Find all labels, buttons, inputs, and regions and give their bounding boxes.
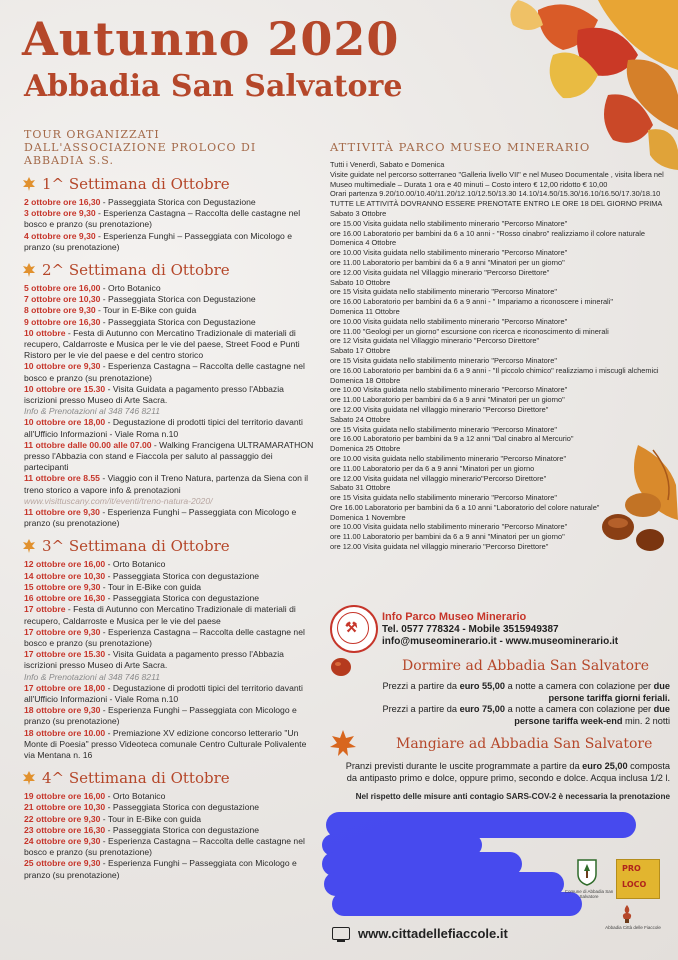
activity-line: ore 15 Visita guidata nello stabilimento minerario "Percorso Minatore" xyxy=(330,493,557,503)
event-link[interactable]: www.visittuscany.com/it/eventi/treno-natura-2020/ xyxy=(24,495,213,506)
activity-line: ore 12.00 Visita guidata nel villaggio minerario"Percorso Direttore" xyxy=(330,473,547,483)
event-date: 17 ottobre ore 18,00 xyxy=(24,682,106,693)
activity-line: ore 15 Visita guidata nello stabilimento minerario "Percorso Minatore" xyxy=(330,424,557,434)
event-date: 25 ottobre ore 9,30 xyxy=(24,858,101,869)
event-date: 9 ottobre ore 16,30 xyxy=(24,316,101,327)
chestnut-icon xyxy=(330,655,352,677)
event-text: - Passeggiata Storica con degustazione xyxy=(105,593,260,604)
event-text: - Tour in E-Bike con guida xyxy=(100,813,202,824)
week-heading xyxy=(22,537,318,555)
event-text: - Tour in E-Bike con guida xyxy=(95,305,197,316)
activity-line: ore 15 Visita guidata nello stabilimento minerario "Percorso Minatore" xyxy=(330,355,557,365)
activity-line: Ore 16.00 Laboratorio per bambini da 6 a 10 anni "Laboratorio del colore naturale" xyxy=(330,502,600,512)
event-item xyxy=(24,328,318,362)
comune-label: Comune di Abbadia San Salvatore xyxy=(564,889,614,899)
activity-day: Sabato 24 Ottobre xyxy=(330,414,391,424)
event-text: - Esperienza Funghi – Passeggiata con Micologo e pranzo (su prenotazione) xyxy=(24,858,297,880)
event-item xyxy=(24,825,318,836)
event-note: Info & Prenotazioni al 348 746 8211 xyxy=(24,406,161,417)
activity-line: ore 11.00 Laboratorio per bambini da 6 a 9 anni "Minatori per un giorno" xyxy=(330,395,565,405)
proloco-text: LOCO xyxy=(622,880,647,889)
activity-line: ore 10.00 Visita guidata nello stabilimento minerario "Percorso Minatore" xyxy=(330,316,568,326)
tour-column xyxy=(18,128,318,881)
event-text: - Passeggiata Storica con degustazione xyxy=(105,824,260,835)
event-item xyxy=(24,836,318,858)
covid-notice: Nel rispetto delle misure anti contagio SARS-COV-2 è necessaria la prenotazione xyxy=(355,792,670,801)
event-text: - Degustazione di prodotti tipici del territorio davanti all'Ufficio Informazioni - Viale Roma n.10 xyxy=(24,682,303,704)
event-text: - Festa di Autunno con Mercatino Tradizionale di materiali di recupero, Caldarroste e Musica per le vie del paese, Street Food e Punti Ristoro per le vie del paese e del centro storico xyxy=(24,327,300,361)
event-text: - Passeggiata Storica con Degustazione xyxy=(100,197,256,207)
event-text: - Tour in E-Bike con guida xyxy=(100,581,202,592)
week-title: 3^ Settimana di Ottobre xyxy=(42,537,230,556)
activity-day: Sabato 31 Ottobre xyxy=(330,483,391,493)
event-text: - Festa di Autunno con Mercatino Tradizionale di materiali di recupero, Caldarroste e Musica per le vie del paese xyxy=(24,604,296,626)
activity-day: Domenica 11 Ottobre xyxy=(330,306,400,316)
mangiare-text: da antipasto primo e dolce, oppure primo, secondo e dolce. Acqua inclusa 1/2 l. xyxy=(346,772,670,783)
leaf-icon xyxy=(22,263,36,277)
event-item xyxy=(24,593,318,604)
event-text: - Passeggiata Storica con Degustazione xyxy=(100,316,256,327)
event-item xyxy=(24,728,318,762)
fiaccole-label: Abbadia Città delle Fiaccole xyxy=(605,925,661,930)
event-item xyxy=(24,582,318,593)
activity-day: Domenica 18 Ottobre xyxy=(330,375,401,385)
activity-line: ore 16.00 Laboratorio per bambini da 6 a 10 anni - "Rosso cinabro" realizziamo il colore naturale xyxy=(330,228,646,238)
website-link[interactable] xyxy=(332,926,508,941)
activity-line: ore 16.00 Laboratorio per bambini da 6 a 9 anni - "Il piccolo chimico" realizziamo i miscugli alchemici xyxy=(330,365,659,375)
weeks-list xyxy=(18,175,318,881)
event-item xyxy=(24,802,318,813)
activity-day: Sabato 3 Ottobre xyxy=(330,208,387,218)
activity-day: Domenica 25 Ottobre xyxy=(330,444,401,454)
comune-crest-icon xyxy=(576,858,598,886)
event-date: 22 ottobre ore 9,30 xyxy=(24,813,101,824)
mangiare-text: Pranzi previsti durante le uscite programmate a partire da xyxy=(345,761,583,771)
week-section xyxy=(18,537,318,761)
week-title: 1^ Settimana di Ottobre xyxy=(42,175,230,193)
activity-line: ore 16.00 Laboratorio per bambini da 9 a 12 anni "Dal cinabro al Mercurio" xyxy=(330,434,574,444)
mangiare-text: composta xyxy=(627,761,670,771)
mangiare-heading: Mangiare ad Abbadia San Salvatore xyxy=(396,736,653,752)
event-text: - Esperienza Castagna – Raccolta delle castagne nel bosco e pranzo (su prenotazione) xyxy=(24,208,301,230)
leaf-icon xyxy=(22,539,36,553)
activity-line: ore 11.00 Laboratorio per bambini da 6 a 9 anni "Minatori per un giorno" xyxy=(330,257,565,267)
dormire-text: Prezzi a partire da xyxy=(382,704,460,715)
event-date: 24 ottobre ore 9,30 xyxy=(24,835,101,846)
event-text: - Esperienza Funghi – Passeggiata con Micologo e pranzo (su prenotazione) xyxy=(24,507,297,529)
maple-leaf-icon xyxy=(330,730,356,758)
sponsor-logos xyxy=(556,855,666,935)
event-item xyxy=(24,294,318,305)
event-text: - Orto Botanico xyxy=(105,791,166,802)
event-text: - Passeggiata Storica con degustazione xyxy=(105,570,260,581)
event-date: 19 ottobre ore 16,00 xyxy=(24,791,106,802)
activity-line: ore 10.00 Visita guidata nello stabilimento minerario "Percorso Minatore" xyxy=(330,522,568,532)
event-item xyxy=(24,384,318,418)
activity-line: ore 12 Visita guidata nel Villaggio minerario "Percorso Direttore" xyxy=(330,336,540,346)
activity-line: ore 10.00 Visita guidata nello stabilimento minerario "Percorso Minatore" xyxy=(330,248,568,258)
event-date: 23 ottobre ore 16,30 xyxy=(24,824,106,835)
event-item xyxy=(24,571,318,582)
week-section xyxy=(18,175,318,253)
tour-heading-line2: DALL'ASSOCIAZIONE PROLOCO DI ABBADIA S.S. xyxy=(24,141,257,167)
museo-heading: ATTIVITÀ PARCO MUSEO MINERARIO xyxy=(330,140,591,154)
event-text: - Orto Botanico xyxy=(105,559,166,570)
activity-day: Tutti i Venerdì, Sabato e Domenica xyxy=(330,160,445,169)
event-text: - Visita Guidata a pagamento presso l'Abbazia iscrizioni presso Museo di Arte Sacra. xyxy=(24,383,284,406)
event-text: - Premiazione XV edizione concorso letterario "Un Monte di Poesia" presso Videoteca comunale Centro Culturale Polivalente via Mentana n. 16 xyxy=(24,727,307,760)
dormire-price-weekday: euro 55,00 xyxy=(459,681,506,691)
event-item xyxy=(24,417,318,439)
event-item xyxy=(24,559,318,570)
event-text: - Visita Guidata a pagamento presso l'Abbazia iscrizioni presso Museo di Arte Sacra. xyxy=(24,649,284,671)
dormire-weekend-label: persone tariffa week-end xyxy=(514,715,623,726)
dormire-heading: Dormire ad Abbadia San Salvatore xyxy=(402,658,650,674)
event-note: Info & Prenotazioni al 348 746 8211 xyxy=(24,671,161,682)
week-title: 4^ Settimana di Ottobre xyxy=(42,769,230,788)
event-date: 5 ottobre ore 16,00 xyxy=(24,283,101,294)
activity-line: ore 12.00 Visita guidata nel villaggio minerario "Percorso Direttore" xyxy=(330,542,549,552)
activity-line: TUTTE LE ATTIVITÀ DOVRANNO ESSERE PRENOTATE ENTRO LE ORE 18 DEL GIORNO PRIMA xyxy=(330,199,663,209)
event-item xyxy=(24,649,318,683)
event-date: 10 ottobre ore 9,30 xyxy=(24,361,101,372)
activity-day: Sabato 10 Ottobre xyxy=(330,277,391,287)
event-text: - Viaggio con il Treno Natura, partenza da Siena con il treno storico a vapore info & prenotazioni xyxy=(24,473,309,495)
event-text: - Esperienza Funghi – Passeggiata con Micologo e pranzo (su prenotazione) xyxy=(24,230,292,252)
event-date: 18 ottobre ore 10.00 xyxy=(24,727,106,738)
week-heading xyxy=(22,261,318,279)
info-heading: Info Parco Museo Minerario xyxy=(382,611,527,623)
proloco-logo xyxy=(616,859,660,899)
event-text: - Walking Francigena ULTRAMARATHON presso l'Abbazia con stand e Fiaccola per saluto al passaggio dei partecipanti xyxy=(24,439,314,473)
event-date: 11 ottobre ore 8.55 xyxy=(24,473,100,484)
activity-line: ore 10.00 Visita guidata nello stabilimento minerario "Percorso Minatore" xyxy=(330,385,568,395)
info-contacts[interactable]: info@museominerario.it - www.museominerario.it xyxy=(382,636,619,647)
activity-line: ore 12.00 Visita guidata nel villaggio minerario "Percorso Direttore" xyxy=(330,404,549,414)
activity-line: ore 11.00 Laboratorio per da 6 a 9 anni "Minatori per un giorno xyxy=(330,463,535,473)
event-item xyxy=(24,283,318,294)
event-date: 17 ottobre ore 9,30 xyxy=(24,626,101,637)
event-date: 8 ottobre ore 9,30 xyxy=(24,305,96,316)
event-item xyxy=(24,604,318,626)
event-date: 4 ottobre ore 9,30 xyxy=(24,230,96,241)
event-date: 2 ottobre ore 16,30 xyxy=(24,197,101,207)
museo-seal-icon: ⚒ xyxy=(330,605,378,653)
week-heading xyxy=(22,769,318,787)
event-date: 7 ottobre ore 10,30 xyxy=(24,294,101,305)
event-item xyxy=(24,627,318,649)
event-date: 11 ottobre ore 9,30 xyxy=(24,507,100,518)
activity-line: ore 12.00 Visita guidata nel Villaggio minerario "Percorso Direttore" xyxy=(330,267,550,277)
activity-line: ore 15.00 Visita guidata nello stabilimento minerario "Percorso Minatore" xyxy=(330,218,568,228)
event-date: 21 ottobre ore 10,30 xyxy=(24,802,106,813)
event-item xyxy=(24,361,318,383)
dormire-section xyxy=(330,655,670,727)
event-item xyxy=(24,683,318,705)
event-item xyxy=(24,317,318,328)
info-museo xyxy=(330,605,670,653)
week-heading xyxy=(22,175,318,193)
event-item xyxy=(24,197,318,208)
event-item xyxy=(24,858,318,880)
monitor-icon xyxy=(332,927,350,940)
event-date: 12 ottobre ore 16,00 xyxy=(24,559,106,570)
info-phone: Tel. 0577 778324 - Mobile 3515949387 xyxy=(382,623,559,635)
dormire-price-weekend: euro 75,00 xyxy=(459,704,506,715)
event-item xyxy=(24,507,318,529)
dormire-text: Prezzi a partire da xyxy=(382,681,460,691)
fiaccola-icon xyxy=(620,905,634,923)
event-item xyxy=(24,305,318,316)
dormire-text: a notte a camera con colazione per xyxy=(505,681,654,691)
event-text: - Degustazione di prodotti tipici del territorio davanti all'Ufficio Informazioni - Viale Roma n.10 xyxy=(24,417,303,439)
event-text: - Passeggiata Storica con degustazione xyxy=(105,802,260,813)
event-item xyxy=(24,208,318,230)
activity-day: Domenica 4 Ottobre xyxy=(330,238,397,248)
event-date: 15 ottobre ore 9,30 xyxy=(24,581,101,592)
tour-heading-line1: TOUR ORGANIZZATI xyxy=(24,128,160,141)
activity-line: ore 11.00 Laboratorio per bambini da 6 a 9 anni "Minatori per un giorno" xyxy=(330,532,565,542)
event-item xyxy=(24,791,318,802)
event-date: 10 ottobre ore 15.30 xyxy=(24,383,106,394)
event-text: - Passeggiata Storica con Degustazione xyxy=(100,294,256,305)
activity-line: ore 15 Visita guidata nello stabilimento minerario "Percorso Minatore" xyxy=(330,287,557,297)
week-title: 2^ Settimana di Ottobre xyxy=(42,261,230,280)
event-text: - Orto Botanico xyxy=(100,283,161,294)
tour-heading xyxy=(24,128,318,167)
page-title: Autunno 2020 xyxy=(22,12,400,66)
mangiare-section xyxy=(330,730,670,784)
event-item xyxy=(24,473,318,507)
activity-line: ore 10.00 visita guidata nello stabilimento minerario "Percorso Minatore" xyxy=(330,453,567,463)
event-item xyxy=(24,440,318,474)
event-date: 11 ottobre dalle 00.00 alle 07.00 xyxy=(24,439,152,450)
mangiare-price: euro 25,00 xyxy=(582,761,628,771)
event-text: - Esperienza Funghi – Passeggiata con Micologo e pranzo (su prenotazione) xyxy=(24,705,297,727)
activity-line: Visite guidate nel percorso sotterraneo "Galleria livello VII" e nel Museo Documentale , visita libera nel Museo multimediale – Durata 1 ora e 40 minuti – Costo intero € 12,00 ridotto € 10,00 xyxy=(330,169,664,189)
event-date: 14 ottobre ore 10,30 xyxy=(24,570,106,581)
activity-day: Domenica 1 Novembre xyxy=(330,512,406,522)
event-item xyxy=(24,705,318,727)
event-date: 17 ottobre xyxy=(24,604,66,615)
event-item xyxy=(24,814,318,825)
leaf-icon xyxy=(22,771,36,785)
leaf-icon xyxy=(22,177,36,191)
activity-day: Sabato 17 Ottobre xyxy=(330,346,391,356)
dormire-min-nights: min. 2 notti xyxy=(622,715,670,726)
dormire-weekday-label: persone tariffa giorni feriali. xyxy=(548,692,670,703)
event-date: 10 ottobre ore 18,00 xyxy=(24,417,106,428)
week-section xyxy=(18,261,318,529)
event-date: 10 ottobre xyxy=(24,327,66,338)
event-date: 16 ottobre ore 16,30 xyxy=(24,593,106,604)
event-date: 3 ottobre ore 9,30 xyxy=(24,208,96,219)
event-text: - Esperienza Castagna – Raccolta delle castagne nel bosco e pranzo (su prenotazione) xyxy=(24,361,305,383)
page-subtitle: Abbadia San Salvatore xyxy=(24,69,403,104)
activity-line: Orari partenza 9.20/10.00/10.40/11.20/12.10/12.50/13.30 14.10/14.50/15.30/16.10/16.50/17.30/18.10 xyxy=(330,189,661,199)
activity-line: ore 11.00 "Geologi per un giorno" escursione con ricerca e riconoscimento di minerali xyxy=(330,326,609,336)
event-date: 18 ottobre ore 9,30 xyxy=(24,705,101,716)
event-date: 17 ottobre ore 15.30 xyxy=(24,649,106,660)
dormire-text-bold: due xyxy=(653,704,670,715)
website-url[interactable]: www.cittadellefiaccole.it xyxy=(358,926,508,941)
activity-line: ore 16.00 Laboratorio per bambini da 6 a 9 anni - " Impariamo a riconoscere i minerali" xyxy=(330,297,613,307)
event-item xyxy=(24,231,318,253)
dormire-text-bold: due xyxy=(653,681,670,691)
proloco-text: PRO xyxy=(622,864,641,873)
event-text: - Esperienza Castagna – Raccolta delle castagne nel bosco e pranzo (su prenotazione) xyxy=(24,835,305,858)
week-section xyxy=(18,769,318,881)
chestnut-leaf-decoration xyxy=(598,445,678,555)
event-text: - Esperienza Castagna – Raccolta delle castagne nel bosco e pranzo (su prenotazione) xyxy=(24,626,305,648)
dormire-text: a notte a camera con colazione per xyxy=(505,704,654,715)
